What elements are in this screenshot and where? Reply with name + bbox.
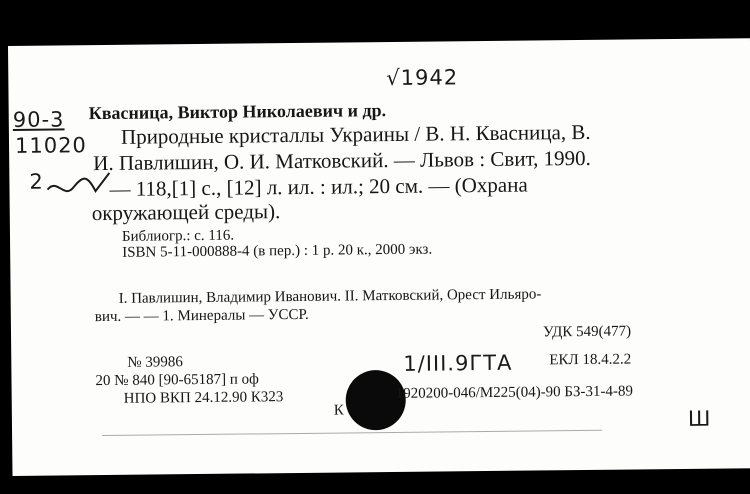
title-line-4: окружающей среды). [91,199,281,226]
k-prefix: К [333,402,344,419]
card-heading: Квасница, Виктор Николаевич и др. [88,100,387,124]
handwritten-number-note: 1/III.9ГТА [403,350,513,376]
order-line: 20 № 840 [90-65187] п оф [95,371,259,390]
title-line-1: Природные кристаллы Украины / В. Н. Квасница, В. [120,119,591,149]
index-line-1: I. Павлишин, Владимир Иванович. II. Матковский, Орест Ильяро- [118,286,542,307]
handwritten-year: √1942 [386,65,459,91]
bibliography-note: Библиогр.: с. 116. [121,227,235,245]
isbn-line: ISBN 5-11-000888-4 (в пер.) : 1 р. 20 к., 2000 экз. [122,241,433,261]
bottom-rule [102,430,602,436]
title-line-3: — 118,[1] с., [12] л. ил. : ил.; 20 см. — (Охрана [109,172,528,201]
handwritten-shelfmark-top: 90-3 [12,107,65,132]
ekl-code: ЕКЛ 18.4.2.2 [549,351,632,369]
handwritten-shelfmark-bottom: 11020 [14,133,87,158]
udk-code: УДК 549(477) [542,323,632,341]
title-line-2: И. Павлишин, О. И. Матковский. — Львов : Свит, 1990. [93,145,591,176]
index-line-2: вич. — — 1. Минералы — УССР. [94,306,309,326]
order-number: № 39986 [127,354,183,371]
npo-line: НПО ВКП 24.12.90 К323 [123,389,284,407]
handwritten-corner-mark: Ш [687,406,712,431]
k-code: 1920200-046/М225(04)-90 БЗ-31-4-89 [395,383,634,402]
handwritten-count-mark: 2 [29,169,44,194]
card-paper [8,38,750,476]
